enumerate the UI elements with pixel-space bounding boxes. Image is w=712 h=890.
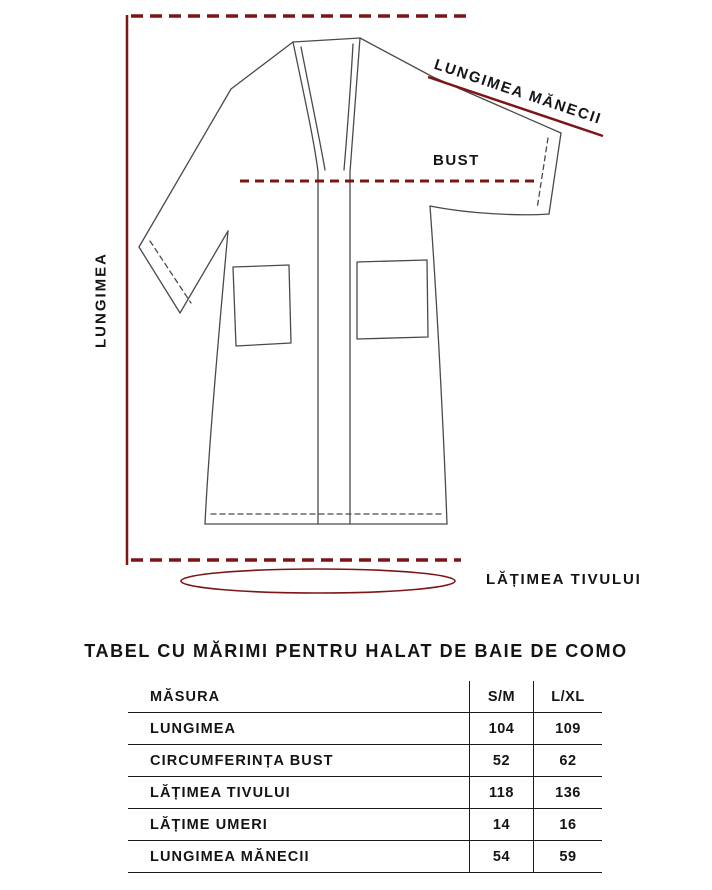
size-table-title: TABEL CU MĂRIMI PENTRU HALAT DE BAIE DE COMO <box>84 641 628 661</box>
row-value-lxl: 62 <box>534 745 603 777</box>
row-value-sm: 52 <box>470 745 534 777</box>
row-label: LĂȚIME UMERI <box>128 809 470 841</box>
row-value-lxl: 59 <box>534 841 603 873</box>
table-row <box>128 713 602 745</box>
row-value-sm: 14 <box>470 809 534 841</box>
sleeve-length-label: LUNGIMEA MĂNECII <box>431 56 605 128</box>
column-header-lxl: L/XL <box>534 681 603 713</box>
row-value-lxl: 136 <box>534 777 603 809</box>
row-value-sm: 104 <box>470 713 534 745</box>
length-label: LUNGIMEA <box>92 252 110 348</box>
table-row <box>128 809 602 841</box>
row-label: CIRCUMFERINȚA BUST <box>128 745 470 777</box>
row-label: LUNGIMEA MĂNECII <box>128 841 470 873</box>
row-value-sm: 54 <box>470 841 534 873</box>
bust-label: BUST <box>433 152 480 169</box>
size-table <box>128 681 602 873</box>
row-value-sm: 118 <box>470 777 534 809</box>
table-header-row <box>128 681 602 713</box>
table-row <box>128 745 602 777</box>
hem-ellipse <box>181 569 455 593</box>
row-label: LĂȚIMEA TIVULUI <box>128 777 470 809</box>
table-row <box>128 777 602 809</box>
row-value-lxl: 109 <box>534 713 603 745</box>
hem-width-label: LĂȚIMEA TIVULUI <box>486 571 642 588</box>
row-value-lxl: 16 <box>534 809 603 841</box>
table-row <box>128 841 602 873</box>
row-label: LUNGIMEA <box>128 713 470 745</box>
column-header-sm: S/M <box>470 681 534 713</box>
column-header-measure: MĂSURA <box>128 681 470 713</box>
robe-outline <box>139 38 561 524</box>
